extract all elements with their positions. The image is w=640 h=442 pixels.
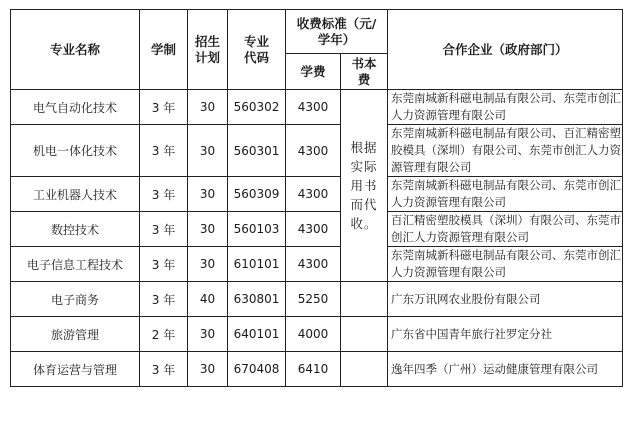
table-row [11,247,623,282]
cell-code: 560301 [228,125,286,177]
cell-major: 体育运营与管理 [11,352,140,387]
cell-plan: 30 [188,212,228,247]
cell-code: 560309 [228,177,286,212]
cell-major: 电气自动化技术 [11,90,140,125]
cell-duration: 3 年 [140,125,188,177]
cell-duration: 3 年 [140,352,188,387]
cell-plan: 30 [188,125,228,177]
cell-book-fee-empty [341,282,388,317]
cell-plan: 30 [188,247,228,282]
header-fee-group [286,10,388,54]
cell-book-fee-empty [341,317,388,352]
cell-major: 工业机器人技术 [11,177,140,212]
header-partner: 合作企业（政府部门） [388,10,623,90]
enrollment-table [10,9,623,387]
header-fee-group-text: 收费标准（元/学年） [296,15,377,47]
cell-tuition: 4300 [286,90,341,125]
cell-partner: 广东省中国青年旅行社罗定分社 [388,317,623,352]
cell-partner: 东莞南城新科磁电制品有限公司、东莞市创汇人力资源管理有限公司 [388,177,623,212]
header-enroll-plan-text: 招生计划 [194,33,220,65]
table-row [11,282,623,317]
table-row [11,177,623,212]
cell-duration: 3 年 [140,282,188,317]
cell-code: 560302 [228,90,286,125]
cell-partner: 东莞南城新科磁电制品有限公司、东莞市创汇人力资源管理有限公司 [388,247,623,282]
cell-major: 电子信息工程技术 [11,247,140,282]
cell-tuition: 4300 [286,177,341,212]
cell-book-fee-note [341,90,388,282]
header-book-fee [341,54,388,90]
cell-major: 机电一体化技术 [11,125,140,177]
cell-duration: 2 年 [140,317,188,352]
cell-plan: 30 [188,90,228,125]
cell-plan: 40 [188,282,228,317]
cell-duration: 3 年 [140,90,188,125]
header-tuition: 学费 [286,54,341,90]
cell-plan: 30 [188,352,228,387]
cell-duration: 3 年 [140,212,188,247]
cell-partner: 逸年四季（广州）运动健康管理有限公司 [388,352,623,387]
book-fee-note-text: 根据实际用书而代收。 [350,140,378,231]
header-book-fee-text: 书本费 [351,55,377,87]
cell-major: 数控技术 [11,212,140,247]
header-duration: 学制 [140,10,188,90]
cell-partner: 东莞南城新科磁电制品有限公司、东莞市创汇人力资源管理有限公司 [388,90,623,125]
enrollment-table-container [10,9,623,387]
cell-partner: 广东万讯网农业股份有限公司 [388,282,623,317]
cell-duration: 3 年 [140,177,188,212]
table-row [11,352,623,387]
header-code [228,10,286,90]
cell-code: 630801 [228,282,286,317]
cell-tuition: 6410 [286,352,341,387]
cell-tuition: 4300 [286,247,341,282]
cell-major: 旅游管理 [11,317,140,352]
cell-book-fee-empty [341,352,388,387]
header-enroll-plan [188,10,228,90]
cell-partner: 东莞南城新科磁电制品有限公司、百汇精密塑胶模具（深圳）有限公司、东莞市创汇人力资源管理有限公司 [388,125,623,177]
table-row [11,317,623,352]
cell-plan: 30 [188,177,228,212]
cell-tuition: 4300 [286,125,341,177]
cell-major: 电子商务 [11,282,140,317]
cell-duration: 3 年 [140,247,188,282]
header-major: 专业名称 [11,10,140,90]
cell-code: 610101 [228,247,286,282]
cell-tuition: 4300 [286,212,341,247]
table-row [11,212,623,247]
cell-code: 640101 [228,317,286,352]
header-row-1 [11,10,623,54]
cell-code: 560103 [228,212,286,247]
table-row [11,125,623,177]
table-row [11,90,623,125]
cell-plan: 30 [188,317,228,352]
cell-tuition: 5250 [286,282,341,317]
cell-partner: 百汇精密塑胶模具（深圳）有限公司、东莞市创汇人力资源管理有限公司 [388,212,623,247]
header-code-text: 专业代码 [243,33,269,65]
cell-code: 670408 [228,352,286,387]
cell-tuition: 4000 [286,317,341,352]
